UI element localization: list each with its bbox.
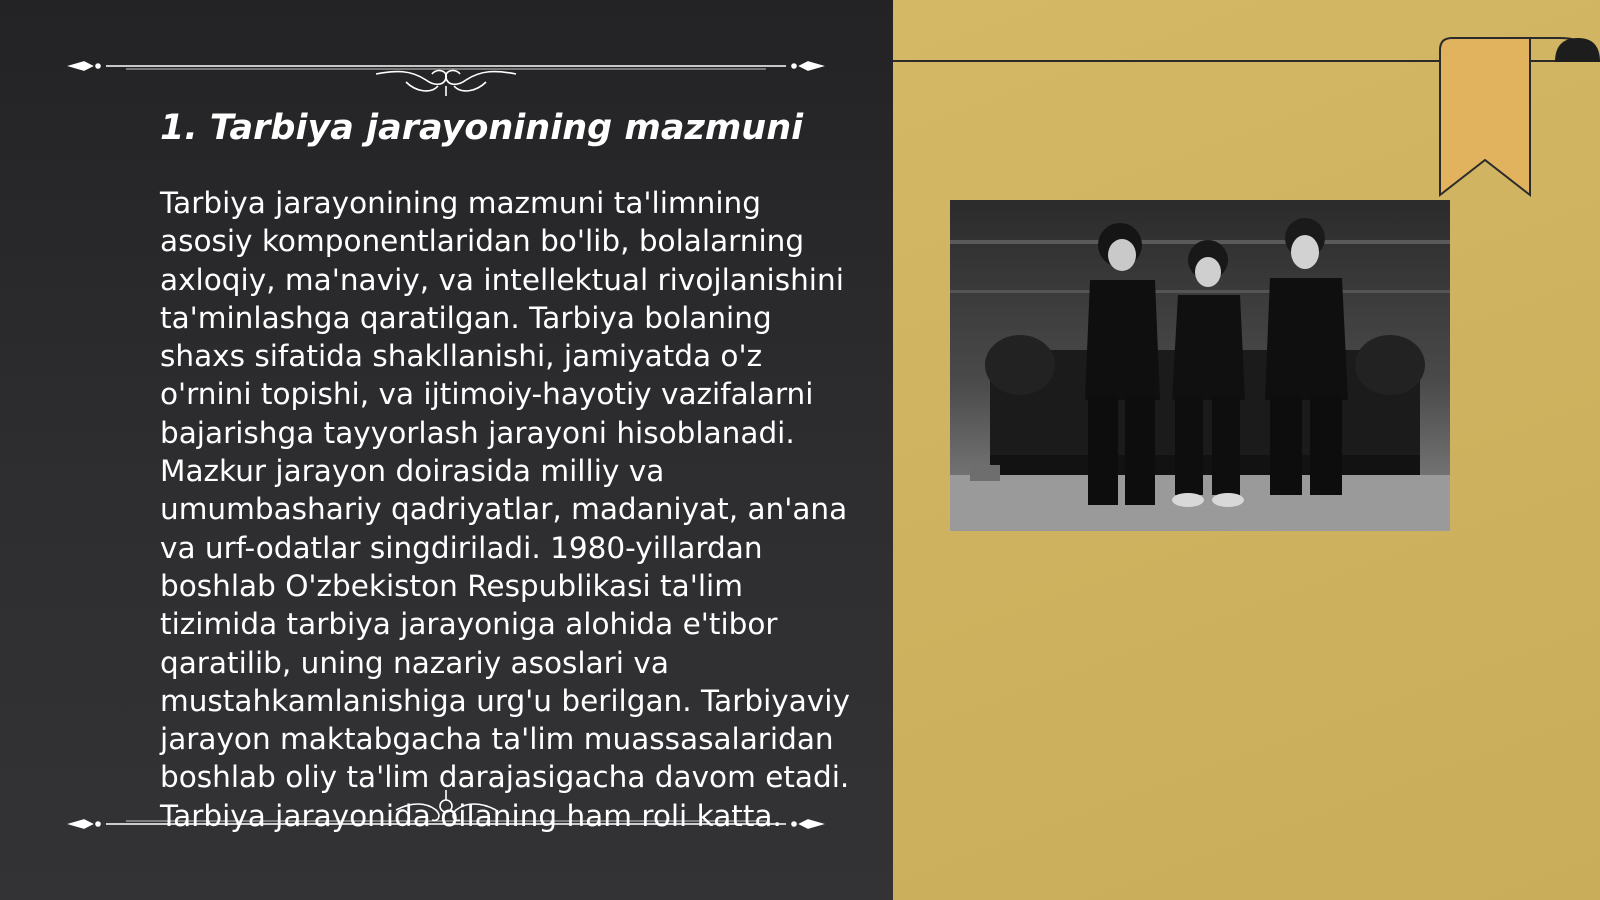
slide-title: 1. Tarbiya jarayonining mazmuni <box>160 108 804 148</box>
slide-body-text: Tarbiya jarayonining mazmuni ta'limning asosiy komponentlaridan bo'lib, bolalarning axloqiy, ma'naviy, va intellektual rivojlanishini ta'minlashga qaratilgan. Tarbiya bolaning shaxs sifatida shakllanishi, jamiyatda o'z o'rnini topishi, va ijtimoiy-hayotiy vazifalarni bajarishga tayyorlash jarayoni hisoblanadi. Mazkur jarayon doirasida milliy va umumbashariy qadriyatlar, madaniyat, an'ana va urf-odatlar singdiriladi. 1980-yillardan boshlab O'zbekiston Respublikasi ta'lim tizimida tarbiya jarayoniga alohida e'tibor qaratilib, uning nazariy asoslari va mustahkamlanishiga urg'u berilgan. Tarbiyaviy jarayon maktabgacha ta'lim muassasalaridan boshlab oliy ta'lim darajasigacha davom etadi. Tarbiya jarayonida oilaning ham roli katta. <box>160 186 850 833</box>
band-photo-illustration <box>950 200 1450 531</box>
band-photo <box>950 200 1450 531</box>
bottom-ornament-icon <box>66 780 826 840</box>
bookmark-ribbon-icon <box>1430 30 1600 205</box>
top-ornament-icon <box>66 36 826 96</box>
